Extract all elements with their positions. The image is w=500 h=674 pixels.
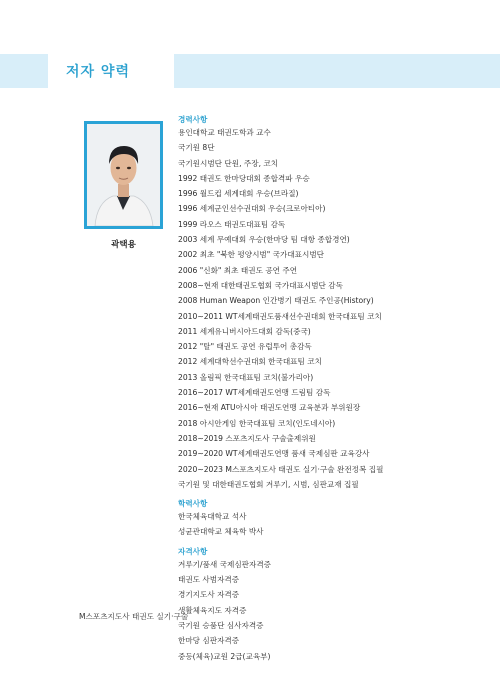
list-item: 2006 "신화" 최초 태권도 공연 주연 xyxy=(178,265,298,275)
author-photo xyxy=(84,121,163,229)
list-item: 2012 세계대학선수권대회 한국대표팀 코치 xyxy=(178,357,322,367)
list-item: 국기원 및 대한태권도협회 겨루기, 시범, 심판교재 집필 xyxy=(178,479,359,489)
list-item: 1996 세계군인선수권대회 우승(크로아티아) xyxy=(178,204,326,214)
list-item: 경기지도사 자격증 xyxy=(178,590,240,600)
list-item: 2008 Human Weapon 인간병기 태권도 주인공(History) xyxy=(178,296,374,306)
list-item: 국기원 승품단 심사자격증 xyxy=(178,620,264,630)
author-name: 곽택용 xyxy=(111,240,136,250)
list-item: 2016~2017 WT세계태권도연맹 드림팀 감독 xyxy=(178,388,331,398)
list-item: 2020~2023 M스포츠지도사 태권도 실기·구술 완전정복 집필 xyxy=(178,464,384,474)
list-item: 성균관대학교 체육학 박사 xyxy=(178,527,264,537)
list-item: 용인대학교 태권도학과 교수 xyxy=(178,128,271,137)
author-portrait-image xyxy=(87,124,160,226)
list-item: 2010~2011 WT세계태권도품새선수권대회 한국대표팀 코치 xyxy=(178,311,382,321)
page-title: 저자 약력 xyxy=(66,64,130,80)
list-item: 2012 "탈" 태권도 공연 유럽투어 총감독 xyxy=(178,342,312,352)
section-heading-career: 경력사항 xyxy=(178,115,208,124)
list-item: 겨루기/품새 국제심판자격증 xyxy=(178,559,271,569)
section-heading-qualifications: 자격사항 xyxy=(178,546,208,556)
career-content xyxy=(178,114,478,664)
list-item: 한마당 심판자격증 xyxy=(178,636,240,646)
list-item: 2018 아시안게임 한국대표팀 코치(인도네시아) xyxy=(178,418,336,428)
list-item: 1996 월드컵 세계대회 우승(브라질) xyxy=(178,189,299,199)
list-item: 2008~현재 대한태권도협회 국가대표시범단 감독 xyxy=(178,280,343,290)
list-item: 생활체육지도 자격증 xyxy=(178,605,247,615)
list-item: 2003 세계 무예대회 우승(한마당 팀 대항 종합경연) xyxy=(178,235,350,245)
list-item: 2013 올림픽 한국대표팀 코치(불가리아) xyxy=(178,372,314,382)
list-item: 국기원 8단 xyxy=(178,143,215,153)
page-footer: M스포츠지도사 태권도 실기·구술 xyxy=(79,612,189,621)
section-heading-education: 학력사항 xyxy=(178,499,208,509)
list-item: 2018~2019 스포츠지도사 구술출제위원 xyxy=(178,433,316,443)
list-item: 한국체육대학교 석사 xyxy=(178,512,247,522)
list-item: 2019~2020 WT세계태권도연맹 품새 국제심판 교육강사 xyxy=(178,449,370,459)
list-item: 중등(체육)교원 2급(교육부) xyxy=(178,651,271,661)
list-item: 1992 태권도 한마당대회 종합격파 우승 xyxy=(178,173,310,183)
list-item: 1999 라오스 태권도대표팀 감독 xyxy=(178,219,286,229)
list-item: 2002 최초 "북한 평양시범" 국가대표시범단 xyxy=(178,250,324,260)
list-item: 국기원시범단 단원, 주장, 코치 xyxy=(178,158,279,168)
list-item: 2016~현재 ATU아시아 태권도연맹 교육분과 부위원장 xyxy=(178,403,361,413)
list-item: 2011 세계유니버시아드대회 감독(중국) xyxy=(178,326,311,336)
list-item: 태권도 사범자격증 xyxy=(178,575,240,585)
